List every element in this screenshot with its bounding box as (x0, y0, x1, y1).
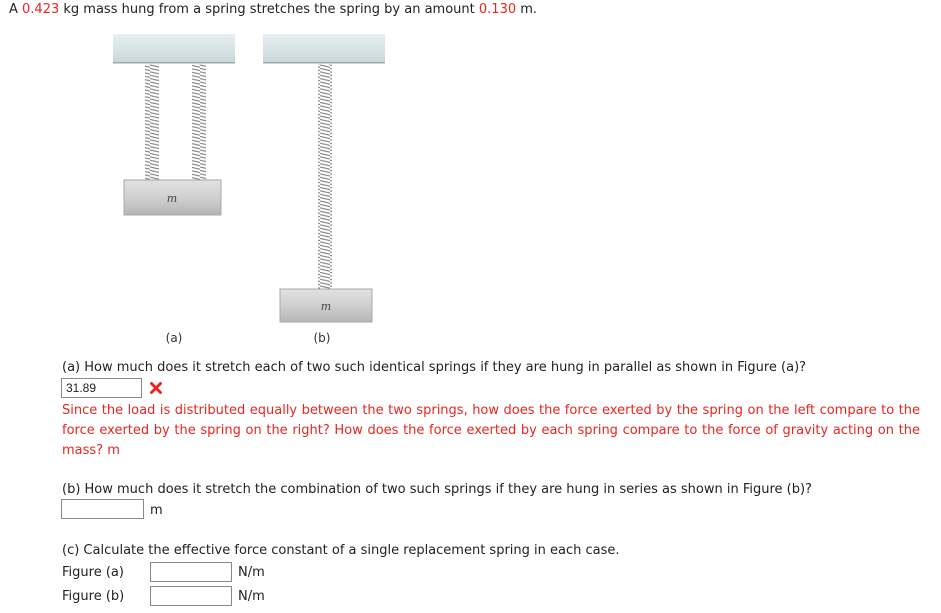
figure-b-label: Figure (b) (62, 589, 125, 604)
spring-figure (100, 34, 400, 354)
spring-diagram (100, 34, 400, 354)
stretch-value: 0.130 (478, 2, 517, 17)
ceiling-b (263, 34, 385, 63)
part-b-answer-input[interactable] (61, 499, 144, 519)
spring-a-left (145, 64, 159, 180)
mass-symbol-b: m (320, 300, 332, 313)
figure-a-unit: N/m (238, 565, 265, 580)
figure-a-label: Figure (a) (62, 565, 124, 580)
intro-mid: kg mass hung from a spring stretches the spring by an amount (59, 2, 479, 17)
mass-symbol-a: m (166, 192, 178, 205)
red-x-icon (149, 381, 163, 395)
intro-suffix: m. (516, 2, 538, 17)
part-a-answer-input[interactable]: 31.89 (61, 378, 142, 398)
part-b-question: (b) How much does it stretch the combination of two such springs if they are hung in series as shown in Figure (b)? (62, 482, 812, 497)
part-a-feedback: Since the load is distributed equally between the two springs, how does the force exerted by the spring on the left compare to the force exerted by the spring on the right? How does the force exerted by each spring compare to the force of gravity acting on the mass? m (62, 403, 920, 458)
spring-a-right (192, 64, 206, 180)
figure-label-a: (a) (165, 331, 183, 345)
part-c-question: (c) Calculate the effective force constant of a single replacement spring in each case. (62, 543, 620, 558)
ceiling-a (113, 34, 235, 63)
figure-b-constant-input[interactable] (150, 586, 232, 606)
figure-label-b: (b) (313, 331, 331, 345)
problem-statement (9, 2, 537, 17)
part-b-unit: m (150, 503, 163, 518)
figure-b-unit: N/m (238, 589, 265, 604)
part-a-question: (a) How much does it stretch each of two such identical springs if they are hung in parallel as shown in Figure (a)? (62, 360, 807, 375)
figure-a-constant-input[interactable] (150, 562, 232, 582)
mass-value: 0.423 (22, 2, 60, 17)
spring-b (318, 64, 332, 289)
intro-prefix: A (9, 2, 23, 17)
